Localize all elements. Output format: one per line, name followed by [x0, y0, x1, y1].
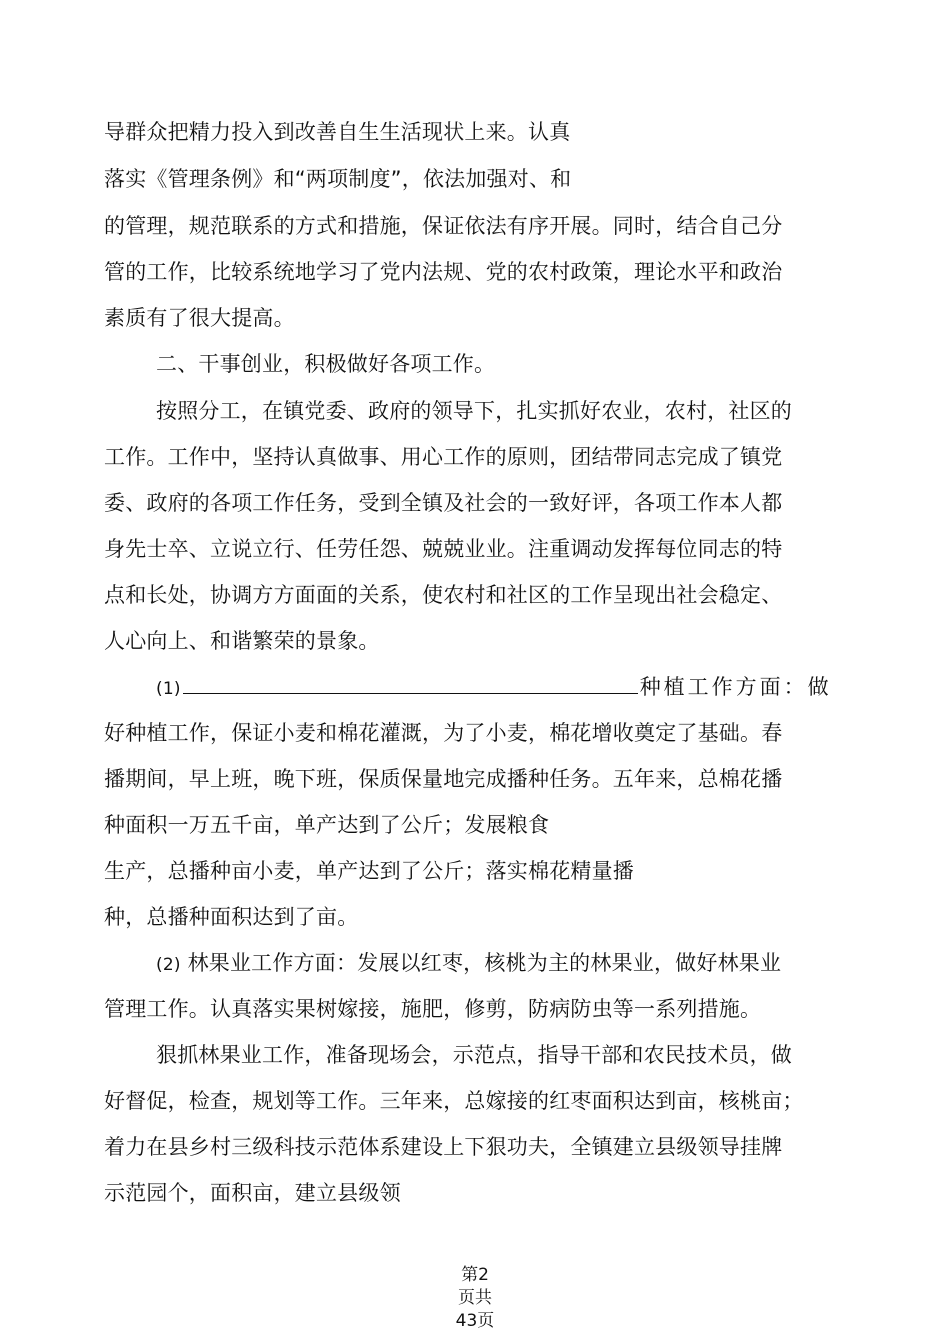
text-line: 生产，总播种亩小麦，单产达到了公斤；落实棉花精量播 — [104, 859, 634, 883]
page-number-line-1: 第2 — [461, 1265, 489, 1285]
text-line: 的管理，规范联系的方式和措施，保证依法有序开展。同时，结合自己分 — [104, 214, 783, 238]
text-line: 管的工作，比较系统地学习了党内法规、党的农村政策，理论水平和政治 — [104, 260, 783, 284]
text-line: 按照分工，在镇党委、政府的领导下，扎实抓好农业，农村，社区的 — [156, 399, 792, 423]
text-line: 委、政府的各项工作任务，受到全镇及社会的一致好评，各项工作本人都 — [104, 491, 783, 515]
text-line: 落实《管理条例》和“两项制度”，依法加强对、和 — [104, 167, 572, 191]
text-line: 工作。工作中，坚持认真做事、用心工作的原则，团结带同志完成了镇党 — [104, 445, 783, 469]
text-line: 狠抓林果业工作，准备现场会，示范点，指导干部和农民技术员，做 — [156, 1043, 792, 1067]
text-line: 点和长处，协调方方面面的关系，使农村和社区的工作呈现出社会稳定、 — [104, 583, 783, 607]
page-number-line-3: 43页 — [455, 1311, 495, 1331]
item-heading: 种植工作方面：做 — [639, 675, 832, 699]
text-line: 示范园个，面积亩，建立县级领 — [104, 1181, 401, 1205]
text-line: 导群众把精力投入到改善自生生活现状上来。认真 — [104, 120, 571, 144]
text-line: 着力在县乡村三级科技示范体系建设上下狠功夫，全镇建立县级领导挂牌 — [104, 1135, 783, 1159]
item-heading-line — [156, 949, 781, 979]
blank-underline — [183, 673, 638, 694]
text-line: 人心向上、和谐繁荣的景象。 — [104, 629, 380, 653]
text-line: 好种植工作，保证小麦和棉花灌溉，为了小麦，棉花增收奠定了基础。春 — [104, 721, 783, 745]
text-line: 种，总播种面积达到了亩。 — [104, 905, 359, 929]
text-line: 管理工作。认真落实果树嫁接，施肥，修剪，防病防虫等一系列措施。 — [104, 997, 762, 1021]
text-line: 种面积一万五千亩，单产达到了公斤；发展粮食 — [104, 813, 550, 837]
section-heading: 二、干事创业，积极做好各项工作。 — [156, 352, 496, 376]
page-number-line-2: 页共 — [458, 1288, 492, 1308]
item-number: (2) — [156, 955, 181, 975]
item-heading: 林果业工作方面：发展以红枣，核桃为主的林果业，做好林果业 — [187, 951, 782, 975]
text-line: 身先士卒、立说立行、任劳任怨、兢兢业业。注重调动发挥每位同志的特 — [104, 537, 783, 561]
text-line: 好督促，检查，规划等工作。三年来，总嫁接的红枣面积达到亩，核桃亩； — [104, 1089, 804, 1113]
text-line: 播期间，早上班，晚下班，保质保量地完成播种任务。五年来，总棉花播 — [104, 767, 783, 791]
item-number: (1) — [156, 679, 181, 699]
item-heading-line — [156, 673, 832, 703]
text-line: 素质有了很大提高。 — [104, 306, 295, 330]
